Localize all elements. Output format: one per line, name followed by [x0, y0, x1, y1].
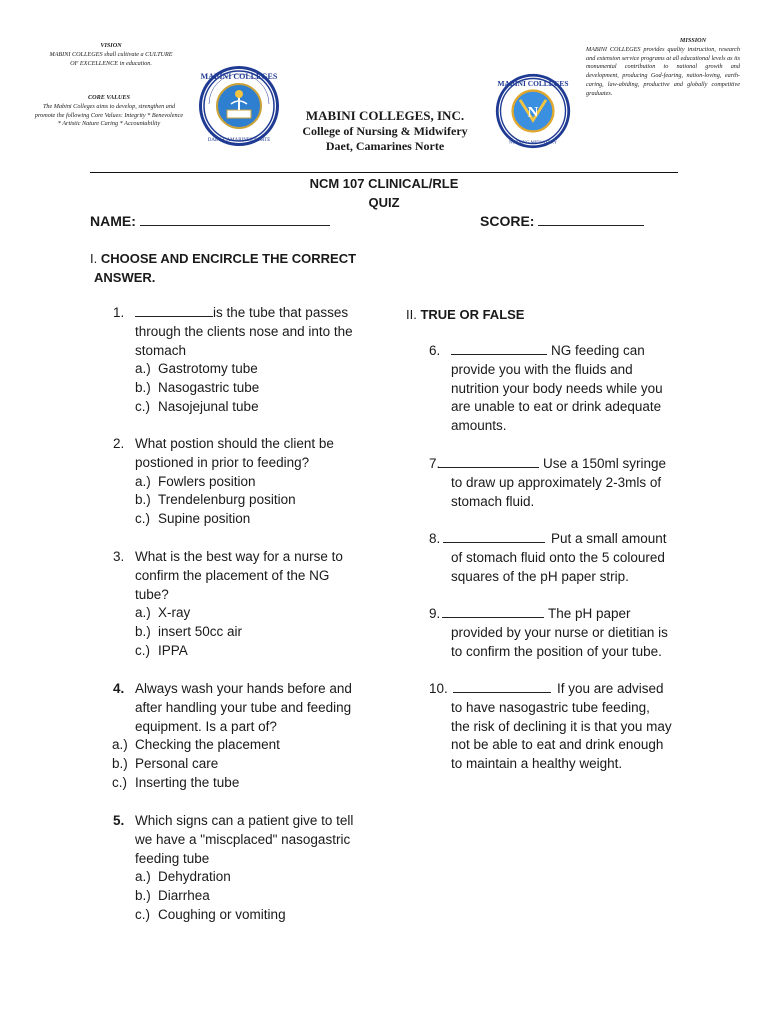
section-2-title: TRUE OR FALSE — [420, 307, 525, 322]
svg-text:MABINI COLLEGES: MABINI COLLEGES — [497, 78, 569, 88]
school-heading — [280, 108, 490, 154]
option-text: Checking the placement — [135, 737, 280, 753]
question-number: 5. — [113, 813, 125, 828]
answer-blank[interactable] — [439, 455, 539, 468]
question-text: confirm the placement of the NG — [135, 567, 330, 583]
question-text: to draw up approximately 2-3mls of — [451, 474, 662, 490]
question-text: stomach fluid. — [451, 493, 535, 509]
mission-block — [586, 37, 740, 99]
college-name: College of Nursing & Midwifery — [302, 124, 468, 138]
svg-text:NURSING MIDWIFERY: NURSING MIDWIFERY — [508, 140, 558, 146]
option-b[interactable] — [135, 491, 383, 510]
option-c[interactable] — [135, 398, 383, 417]
option-text: Nasojejunal tube — [158, 398, 259, 414]
vision-block — [36, 42, 186, 68]
question-text: to maintain a healthy weight. — [451, 756, 623, 772]
option-letter: b.) — [112, 756, 128, 772]
question-text: Always wash your hands before and — [135, 681, 352, 696]
question-7 — [429, 455, 709, 511]
question-text: after handling your tube and feeding — [135, 699, 352, 715]
quiz-title-block — [270, 174, 498, 212]
question-5 — [113, 812, 383, 925]
question-text: amounts. — [451, 418, 507, 434]
question-text: through the clients nose and into the — [135, 323, 353, 339]
question-text: nutrition your body needs while you — [451, 380, 663, 396]
question-6 — [429, 342, 709, 436]
option-letter: c.) — [135, 906, 150, 922]
question-text: we have a "miscplaced" nasogastric — [135, 831, 351, 847]
answer-blank[interactable] — [453, 680, 551, 693]
svg-text:MABINI COLLEGES: MABINI COLLEGES — [200, 72, 278, 81]
question-number: 1. — [113, 305, 125, 320]
question-text: not be able to eat and drink enough — [451, 737, 664, 753]
answer-blank[interactable] — [442, 605, 544, 618]
question-text: Put a small amount — [551, 531, 667, 546]
answer-blank[interactable] — [451, 342, 547, 355]
option-a[interactable] — [135, 604, 383, 623]
question-text: provided by your nurse or dietitian is — [451, 624, 668, 640]
option-text: X-ray — [158, 605, 191, 621]
answer-blank[interactable] — [135, 304, 213, 317]
section-2-roman: II. — [406, 307, 417, 322]
question-text: equipment. Is a part of? — [135, 718, 277, 734]
question-text: stomach — [135, 342, 187, 358]
core-values-block — [34, 94, 184, 129]
question-10 — [429, 680, 719, 774]
option-letter: a.) — [135, 605, 151, 621]
core-values-text: The Mabini Colleges aims to develop, strengthen and promote the following Core Values: Integrity * Benevolence * Artistic Nature Caring * Accountability — [34, 102, 184, 128]
header-divider — [90, 172, 678, 173]
question-text: the risk of declining it is that you may — [451, 718, 672, 734]
option-a[interactable] — [135, 360, 383, 379]
option-c[interactable] — [135, 510, 383, 529]
option-b[interactable] — [135, 623, 383, 642]
question-number: 8. — [429, 531, 441, 546]
question-2 — [113, 435, 383, 529]
option-text: insert 50cc air — [158, 624, 243, 640]
quiz-title: QUIZ — [368, 195, 400, 210]
option-a[interactable] — [112, 736, 383, 755]
option-letter: c.) — [135, 642, 150, 658]
question-text: of stomach fluid onto the 5 coloured — [451, 549, 665, 565]
option-letter: a.) — [112, 737, 128, 753]
nursing-midwifery-seal-logo — [494, 72, 572, 150]
question-number: 3. — [113, 549, 125, 564]
option-c[interactable] — [112, 774, 383, 793]
question-number: 4. — [113, 681, 125, 696]
mission-title: MISSION — [679, 37, 707, 44]
option-letter: b.) — [135, 492, 151, 508]
option-letter: b.) — [135, 380, 151, 396]
school-name: MABINI COLLEGES, INC. — [305, 108, 465, 123]
question-text: NG feeding can — [551, 343, 645, 358]
question-text: to have nasogastric tube feeding, — [451, 699, 650, 715]
mabini-colleges-seal-logo — [197, 64, 281, 148]
option-c[interactable] — [135, 906, 383, 925]
option-text: Nasogastric tube — [158, 380, 260, 396]
question-text: is the tube that passes — [213, 305, 349, 320]
option-text: Diarrhea — [158, 888, 210, 904]
option-text: Gastrotomy tube — [158, 361, 258, 377]
question-text: Use a 150ml syringe — [543, 456, 667, 471]
question-number: 9. — [429, 606, 441, 621]
option-text: Trendelenburg position — [158, 492, 296, 508]
question-9 — [429, 605, 709, 661]
question-text: What postion should the client be — [135, 436, 334, 451]
score-blank[interactable] — [538, 213, 644, 226]
question-number: 10. — [429, 681, 448, 696]
question-1 — [113, 304, 383, 417]
option-text: Dehydration — [158, 869, 231, 885]
name-blank[interactable] — [140, 213, 330, 226]
answer-blank[interactable] — [443, 530, 545, 543]
option-a[interactable] — [135, 473, 383, 492]
question-text: tube? — [135, 586, 169, 602]
question-text: are unable to eat or drink adequate — [451, 399, 662, 415]
question-text: squares of the pH paper strip. — [451, 568, 629, 584]
score-field — [480, 212, 644, 231]
question-3 — [113, 548, 383, 661]
section-1-roman: I. — [90, 251, 98, 266]
section-1-title-line1: CHOOSE AND ENCIRCLE THE CORRECT — [100, 251, 357, 266]
option-letter: c.) — [112, 774, 127, 790]
option-letter: a.) — [135, 361, 151, 377]
question-4 — [113, 680, 383, 793]
section-2-heading — [406, 305, 524, 324]
option-b[interactable] — [112, 755, 383, 774]
name-field — [90, 212, 330, 231]
course-code: NCM 107 CLINICAL/RLE — [309, 176, 459, 191]
vision-text: MABINI COLLEGES shall cultivate a CULTURE OF EXCELLENCE in education. — [49, 50, 173, 67]
question-text: provide you with the fluids and — [451, 361, 633, 377]
option-text: Coughing or vomiting — [158, 906, 286, 922]
svg-text:DAET, CAMARINES NORTE: DAET, CAMARINES NORTE — [207, 138, 271, 143]
question-text: What is the best way for a nurse to — [135, 549, 343, 564]
question-text: If you are advised — [557, 681, 664, 696]
option-text: Personal care — [135, 756, 219, 772]
core-values-title: CORE VALUES — [87, 94, 130, 101]
question-text: postioned in prior to feeding? — [135, 454, 310, 470]
section-1-heading — [90, 249, 390, 287]
name-label: NAME: — [90, 213, 136, 229]
question-text: to confirm the position of your tube. — [451, 643, 662, 659]
option-letter: c.) — [135, 511, 150, 527]
question-text: Which signs can a patient give to tell — [135, 813, 354, 828]
option-b[interactable] — [135, 887, 383, 906]
mission-text: MABINI COLLEGES provides quality instruction, research and extension service programs at all educational levels as its monumental contribution to national growth and development, producing God-fearing, nation-loving, earth-caring, law-abiding, productive and globally competitive graduates. — [586, 45, 740, 97]
school-location: Daet, Camarines Norte — [325, 139, 445, 153]
question-number: 2. — [113, 436, 125, 451]
option-c[interactable] — [135, 642, 383, 661]
vision-title: VISION — [100, 42, 122, 49]
svg-text:N: N — [527, 104, 539, 121]
option-a[interactable] — [135, 868, 383, 887]
option-letter: a.) — [135, 473, 151, 489]
option-letter: a.) — [135, 869, 151, 885]
option-text: IPPA — [158, 642, 188, 658]
question-text: feeding tube — [135, 850, 210, 866]
option-text: Fowlers position — [158, 473, 256, 489]
question-number: 7. — [429, 456, 441, 471]
option-b[interactable] — [135, 379, 383, 398]
section-1-title-line2: ANSWER. — [94, 270, 156, 285]
option-text: Supine position — [158, 511, 251, 527]
option-letter: c.) — [135, 398, 150, 414]
option-letter: b.) — [135, 888, 151, 904]
score-label: SCORE: — [480, 213, 535, 229]
question-8 — [429, 530, 709, 586]
option-text: Inserting the tube — [135, 774, 240, 790]
question-number: 6. — [429, 343, 441, 358]
question-text: The pH paper — [548, 606, 631, 621]
option-letter: b.) — [135, 624, 151, 640]
